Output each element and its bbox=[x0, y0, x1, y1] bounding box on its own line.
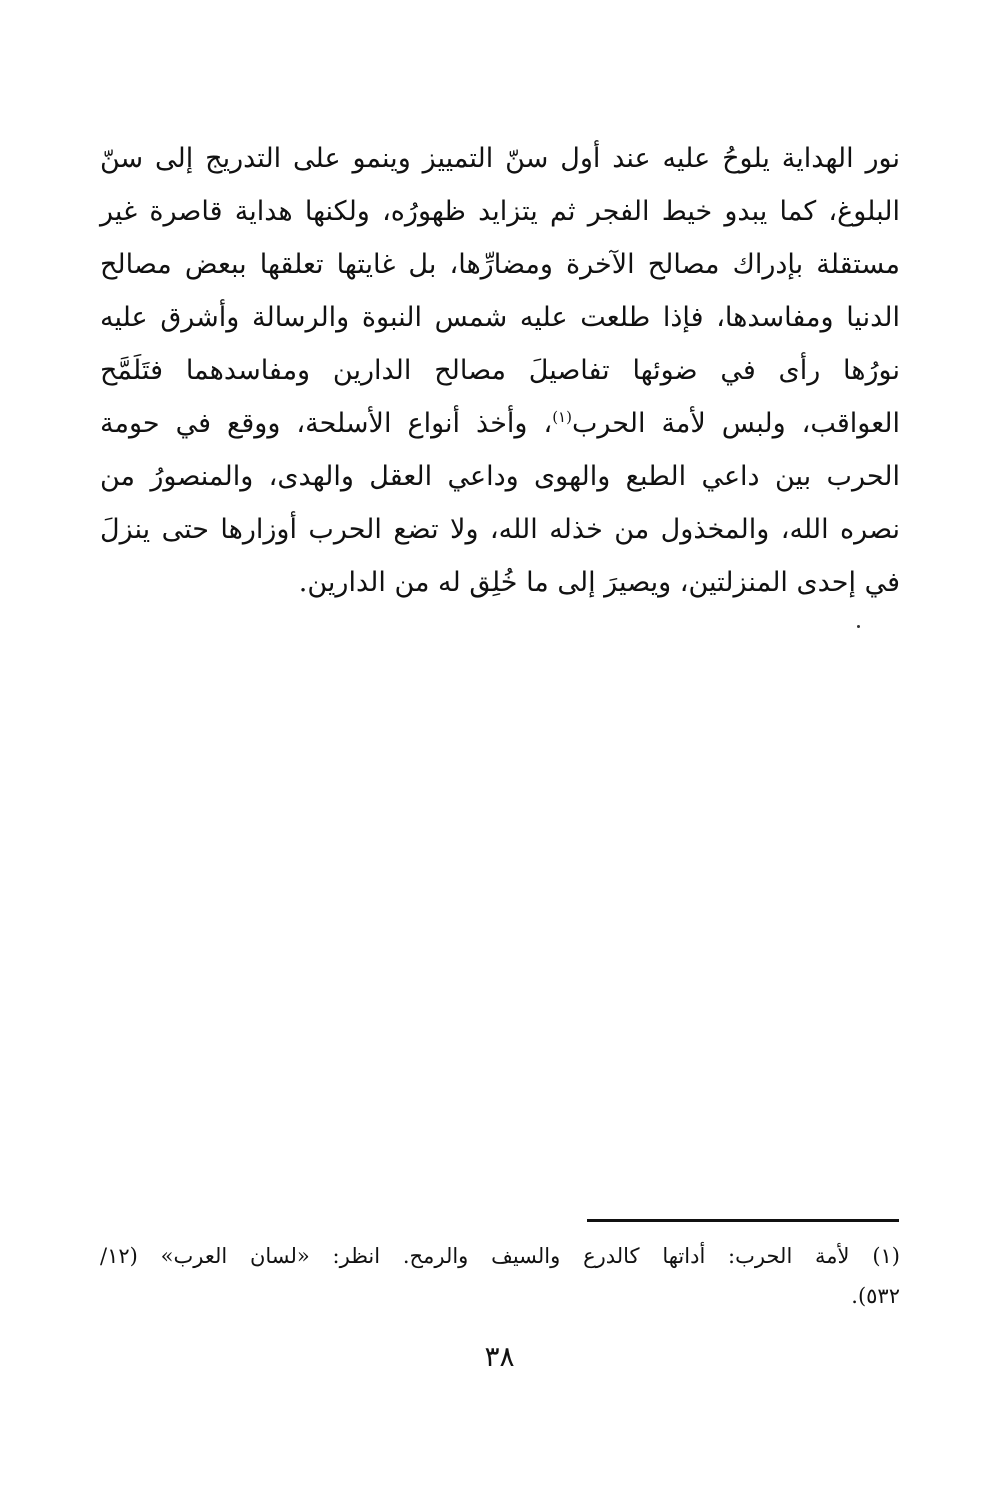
body-line-7: الحرب بين داعي الطبع والهوى وداعي العقل والهدى، والمنصورُ من bbox=[100, 461, 900, 492]
body-line-6-end: ، وأخذ أنواع الأسلحة، ووقع في حومة bbox=[100, 408, 553, 439]
footnote-line-2: ٥٣٢). bbox=[851, 1284, 900, 1308]
body-text bbox=[100, 132, 900, 609]
stray-dot bbox=[857, 625, 860, 628]
body-line-8: نصره الله، والمخذول من خذله الله، ولا تضع الحرب أوزارها حتى ينزلَ bbox=[100, 514, 900, 545]
body-line-2: البلوغ، كما يبدو خيط الفجر ثم يتزايد ظهورُه، ولكنها هداية قاصرة غير bbox=[100, 196, 900, 227]
body-line-5: نورُها رأى في ضوئها تفاصيلَ مصالح الدارين ومفاسدهما فتَلَمَّح bbox=[100, 355, 900, 386]
body-line-9: في إحدى المنزلتين، ويصيرَ إلى ما خُلِق له من الدارين. bbox=[298, 567, 900, 598]
body-line-6 bbox=[100, 397, 900, 450]
footnote-line-1: (١) لأمة الحرب: أداتها كالدرع والسيف والرمح. انظر: «لسان العرب» (١٢/ bbox=[100, 1244, 900, 1268]
body-line-1: نور الهداية يلوحُ عليه عند أول سنّ التمييز وينمو على التدريج إلى سنّ bbox=[100, 143, 900, 174]
footnote-reference: (١) bbox=[552, 408, 572, 426]
body-line-3: مستقلة بإدراك مصالح الآخرة ومضارِّها، بل غايتها تعلقها ببعض مصالح bbox=[100, 249, 900, 280]
page-number: ٣٨ bbox=[484, 1340, 515, 1373]
body-line-4: الدنيا ومفاسدها، فإذا طلعت عليه شمس النبوة والرسالة وأشرق عليه bbox=[100, 302, 900, 333]
footnote bbox=[100, 1236, 900, 1316]
body-line-6-start: العواقب، ولبس لأمة الحرب bbox=[571, 408, 900, 439]
footnote-separator bbox=[587, 1219, 899, 1222]
